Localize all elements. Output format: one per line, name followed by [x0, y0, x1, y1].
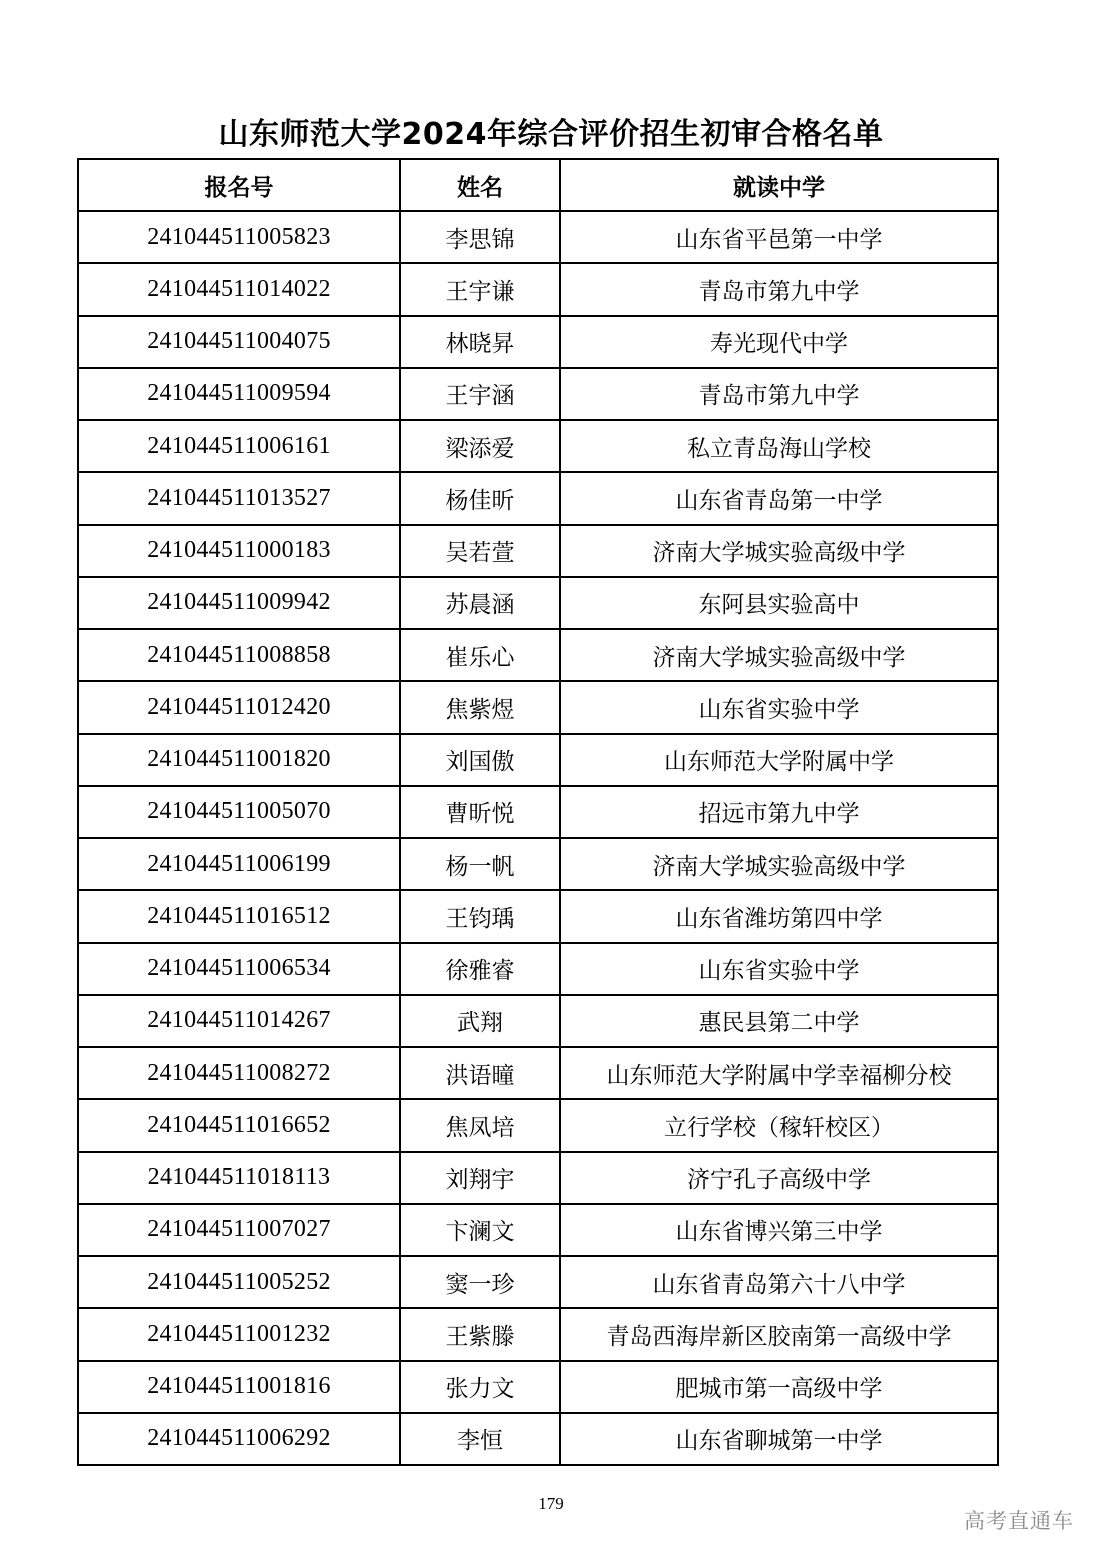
student-name-cell: 曹昕悦 [400, 786, 560, 838]
table-row [78, 368, 998, 420]
school-cell: 山东省青岛第一中学 [560, 472, 998, 524]
registration-number-cell: 241044511005252 [78, 1256, 400, 1308]
school-cell: 山东省聊城第一中学 [560, 1413, 998, 1465]
student-name-cell: 杨一帆 [400, 838, 560, 890]
watermark-text: 高考直通车 [964, 1509, 1074, 1533]
school-cell: 青岛西海岸新区胶南第一高级中学 [560, 1308, 998, 1360]
registration-number-cell: 241044511004075 [78, 316, 400, 368]
school-cell: 山东省平邑第一中学 [560, 211, 998, 263]
table-row [78, 472, 998, 524]
registration-number-cell: 241044511007027 [78, 1204, 400, 1256]
registration-number-cell: 241044511005070 [78, 786, 400, 838]
table-row [78, 1361, 998, 1413]
school-cell: 山东师范大学附属中学 [560, 734, 998, 786]
registration-number-cell: 241044511001820 [78, 734, 400, 786]
table-row [78, 1204, 998, 1256]
table-row [78, 1256, 998, 1308]
school-cell: 济南大学城实验高级中学 [560, 838, 998, 890]
school-cell: 济南大学城实验高级中学 [560, 629, 998, 681]
admission-list-table [77, 158, 999, 1466]
school-cell: 招远市第九中学 [560, 786, 998, 838]
student-name-cell: 焦凤培 [400, 1099, 560, 1151]
student-name-cell: 洪语曈 [400, 1047, 560, 1099]
student-name-cell: 苏晨涵 [400, 577, 560, 629]
student-name-cell: 王宇涵 [400, 368, 560, 420]
table-row [78, 995, 998, 1047]
student-name-cell: 张力文 [400, 1361, 560, 1413]
school-cell: 肥城市第一高级中学 [560, 1361, 998, 1413]
school-cell: 青岛市第九中学 [560, 263, 998, 315]
registration-number-cell: 241044511014022 [78, 263, 400, 315]
student-name-cell: 林晓昇 [400, 316, 560, 368]
table-row [78, 577, 998, 629]
registration-number-cell: 241044511006161 [78, 420, 400, 472]
table-row [78, 1099, 998, 1151]
school-cell: 山东省博兴第三中学 [560, 1204, 998, 1256]
school-cell: 寿光现代中学 [560, 316, 998, 368]
table-row [78, 1308, 998, 1360]
table-row [78, 838, 998, 890]
table-row [78, 525, 998, 577]
school-cell: 惠民县第二中学 [560, 995, 998, 1047]
table-row [78, 420, 998, 472]
table-row [78, 211, 998, 263]
table-row [78, 734, 998, 786]
page-title: 山东师范大学2024年综合评价招生初审合格名单 [218, 117, 884, 152]
student-name-cell: 徐雅睿 [400, 943, 560, 995]
registration-number-cell: 241044511013527 [78, 472, 400, 524]
header-registration-number: 报名号 [78, 159, 400, 211]
student-name-cell: 吴若萱 [400, 525, 560, 577]
school-cell: 青岛市第九中学 [560, 368, 998, 420]
header-name: 姓名 [400, 159, 560, 211]
student-name-cell: 李思锦 [400, 211, 560, 263]
school-cell: 山东省青岛第六十八中学 [560, 1256, 998, 1308]
school-cell: 东阿县实验高中 [560, 577, 998, 629]
registration-number-cell: 241044511016652 [78, 1099, 400, 1151]
student-name-cell: 焦紫煜 [400, 681, 560, 733]
student-name-cell: 武翔 [400, 995, 560, 1047]
table-row [78, 1152, 998, 1204]
school-cell: 立行学校（稼轩校区） [560, 1099, 998, 1151]
school-cell: 山东省实验中学 [560, 943, 998, 995]
table-row [78, 681, 998, 733]
student-name-cell: 杨佳昕 [400, 472, 560, 524]
school-cell: 济南大学城实验高级中学 [560, 525, 998, 577]
page-number: 179 [538, 1494, 564, 1513]
student-name-cell: 王钧瑀 [400, 890, 560, 942]
school-cell: 济宁孔子高级中学 [560, 1152, 998, 1204]
table-row [78, 316, 998, 368]
student-name-cell: 卞澜文 [400, 1204, 560, 1256]
table-row [78, 943, 998, 995]
table-row [78, 1047, 998, 1099]
header-school: 就读中学 [560, 159, 998, 211]
student-name-cell: 李恒 [400, 1413, 560, 1465]
school-cell: 山东省实验中学 [560, 681, 998, 733]
student-name-cell: 崔乐心 [400, 629, 560, 681]
table-row [78, 890, 998, 942]
table-body [78, 211, 998, 1465]
student-name-cell: 刘国傲 [400, 734, 560, 786]
registration-number-cell: 241044511009594 [78, 368, 400, 420]
table-header-row [78, 159, 998, 211]
student-name-cell: 王紫滕 [400, 1308, 560, 1360]
registration-number-cell: 241044511006292 [78, 1413, 400, 1465]
student-name-cell: 王宇谦 [400, 263, 560, 315]
registration-number-cell: 241044511009942 [78, 577, 400, 629]
registration-number-cell: 241044511006534 [78, 943, 400, 995]
school-cell: 山东师范大学附属中学幸福柳分校 [560, 1047, 998, 1099]
school-cell: 私立青岛海山学校 [560, 420, 998, 472]
table-row [78, 629, 998, 681]
table-row [78, 263, 998, 315]
table-row [78, 786, 998, 838]
table-row [78, 1413, 998, 1465]
registration-number-cell: 241044511016512 [78, 890, 400, 942]
registration-number-cell: 241044511012420 [78, 681, 400, 733]
registration-number-cell: 241044511008272 [78, 1047, 400, 1099]
registration-number-cell: 241044511008858 [78, 629, 400, 681]
registration-number-cell: 241044511018113 [78, 1152, 400, 1204]
registration-number-cell: 241044511001232 [78, 1308, 400, 1360]
student-name-cell: 窦一珍 [400, 1256, 560, 1308]
student-name-cell: 刘翔宇 [400, 1152, 560, 1204]
registration-number-cell: 241044511006199 [78, 838, 400, 890]
registration-number-cell: 241044511001816 [78, 1361, 400, 1413]
registration-number-cell: 241044511000183 [78, 525, 400, 577]
registration-number-cell: 241044511005823 [78, 211, 400, 263]
school-cell: 山东省潍坊第四中学 [560, 890, 998, 942]
student-name-cell: 梁添爱 [400, 420, 560, 472]
registration-number-cell: 241044511014267 [78, 995, 400, 1047]
